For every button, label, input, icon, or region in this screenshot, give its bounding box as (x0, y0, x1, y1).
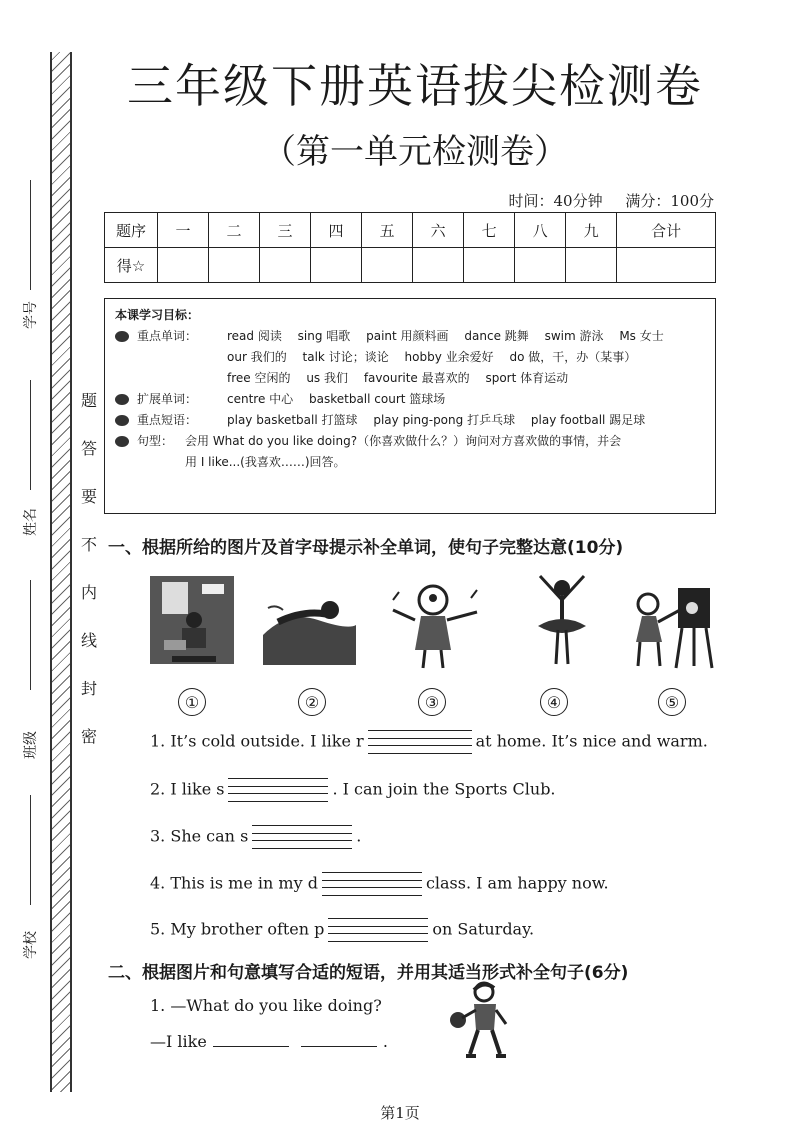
name-label: 姓名 (23, 508, 39, 536)
seal-char: 密 (80, 727, 97, 746)
phrases-label: 重点短语： (137, 413, 198, 427)
ext-words-item (115, 389, 705, 410)
bullet-icon (115, 331, 129, 342)
exam-meta (490, 190, 714, 211)
page-subtitle: （第一单元检测卷） (262, 132, 568, 172)
table-cell: 八 (515, 213, 566, 248)
goals-title: 本课学习目标： (115, 308, 200, 322)
answer-blank[interactable] (213, 1046, 289, 1047)
seal-char: 题 (80, 391, 97, 410)
word: Ms 女士 (619, 329, 664, 343)
word: us 我们 (306, 371, 348, 385)
phrase: play football 踢足球 (530, 413, 646, 427)
word: swim 游泳 (544, 329, 604, 343)
seal-hatch-strip (50, 52, 72, 1092)
ext-words-label: 扩展单词： (137, 392, 198, 406)
learning-goals-box (104, 298, 716, 514)
key-words-item (115, 326, 705, 389)
sentence-2 (150, 778, 556, 802)
exam-full-score: 满分：100分 (625, 192, 714, 210)
word: centre 中心 (227, 392, 294, 406)
word: dance 跳舞 (464, 329, 529, 343)
picture-number: ⑤ (658, 688, 686, 716)
table-cell: 合计 (617, 213, 716, 248)
sentence-text: on Saturday. (432, 919, 535, 939)
reading-picture (142, 570, 242, 670)
word: favourite 最喜欢的 (363, 371, 470, 385)
bullet-icon (115, 394, 129, 405)
page-number: 第1页 (380, 1104, 420, 1122)
answer-blank[interactable] (301, 1046, 377, 1047)
answer-blank[interactable] (252, 825, 352, 849)
sentence-text: class. I am happy now. (425, 873, 609, 893)
sentence-text: 1. It’s cold outside. I like r (150, 731, 364, 751)
phrases-item (115, 410, 705, 431)
student-no-label: 学号 (23, 301, 39, 329)
singing-picture (385, 570, 485, 670)
table-cell: 六 (413, 213, 464, 248)
seal-char: 线 (80, 631, 97, 650)
sentence-text: 3. She can s (150, 826, 249, 846)
score-cell[interactable] (515, 248, 566, 283)
word: sing 唱歌 (297, 329, 351, 343)
seal-char: 内 (80, 583, 97, 602)
picture-number: ③ (418, 688, 446, 716)
dancing-picture (512, 570, 612, 670)
section-2-heading: 二、根据图片和句意填写合适的短语，并用其适当形式补全句子(6分) (108, 963, 629, 983)
score-table-score-row (105, 248, 716, 283)
name-blank (30, 380, 31, 490)
pattern-label: 句型： (137, 434, 174, 448)
seal-char: 封 (80, 679, 97, 698)
bullet-icon (115, 436, 129, 447)
painting-picture (620, 570, 720, 670)
binding-margin (0, 0, 100, 1100)
sentence-text: 4. This is me in my d (150, 873, 318, 893)
score-cell[interactable] (260, 248, 311, 283)
pattern-item (115, 431, 705, 473)
word: free 空闲的 (227, 371, 291, 385)
section-1-heading: 一、根据所给的图片及首字母提示补全单词，使句子完整达意(10分) (108, 538, 624, 558)
period: . (382, 1032, 388, 1051)
swimming-picture (258, 570, 358, 670)
answer-blank[interactable] (322, 872, 422, 896)
word: our 我们的 (227, 350, 287, 364)
seal-char: 不 (80, 535, 97, 554)
sentence-text: 2. I like s (150, 779, 225, 799)
school-label: 学校 (23, 931, 39, 959)
word: read 阅读 (227, 329, 282, 343)
sentence-3 (150, 825, 361, 849)
word: do 做，干，办（某事） (509, 350, 637, 364)
class-blank (30, 580, 31, 690)
sentence-4 (150, 872, 609, 896)
sentence-text: 5. My brother often p (150, 919, 325, 939)
word: talk 讨论；谈论 (302, 350, 389, 364)
sentence-text: at home. It’s nice and warm. (475, 731, 708, 751)
word: hobby 业余爱好 (404, 350, 494, 364)
answer-blank[interactable] (228, 778, 328, 802)
seal-char: 要 (80, 487, 97, 506)
table-cell: 三 (260, 213, 311, 248)
basketball-player-picture (440, 980, 520, 1060)
bullet-icon (115, 415, 129, 426)
class-label: 班级 (23, 731, 39, 759)
pattern-line-2: 用 I like...(我喜欢……)回答。 (185, 455, 346, 469)
word: sport 体育运动 (485, 371, 569, 385)
sentence-text: . I can join the Sports Club. (332, 779, 556, 799)
score-cell[interactable] (158, 248, 209, 283)
sentence-1 (150, 730, 708, 754)
picture-number: ② (298, 688, 326, 716)
score-cell[interactable] (209, 248, 260, 283)
sentence-5 (150, 918, 534, 942)
q1-question: 1. —What do you like doing? (150, 996, 382, 1015)
phrase: play ping-pong 打乒乓球 (373, 413, 516, 427)
table-cell: 四 (311, 213, 362, 248)
sentence-text: . (356, 826, 362, 846)
picture-number: ① (178, 688, 206, 716)
table-cell: 二 (209, 213, 260, 248)
answer-blank[interactable] (328, 918, 428, 942)
answer-blank[interactable] (368, 730, 472, 754)
seal-char: 答 (80, 439, 97, 458)
table-cell: 得☆ (105, 248, 158, 283)
score-table-header-row (105, 213, 716, 248)
score-cell[interactable] (617, 248, 716, 283)
sentence-text: —I like (150, 1032, 207, 1051)
table-cell: 九 (566, 213, 617, 248)
exam-time: 时间：40分钟 (508, 192, 603, 210)
key-words-label: 重点单词： (137, 329, 198, 343)
table-cell: 五 (362, 213, 413, 248)
word: paint 用颜料画 (366, 329, 449, 343)
word: basketball court 篮球场 (309, 392, 446, 406)
page-title: 三年级下册英语拔尖检测卷 (127, 59, 703, 113)
table-cell: 题序 (105, 213, 158, 248)
score-table (104, 212, 716, 283)
score-cell[interactable] (311, 248, 362, 283)
score-cell[interactable] (566, 248, 617, 283)
score-cell[interactable] (413, 248, 464, 283)
q1-answer-line (150, 1032, 388, 1051)
pattern-line-1: 会用 What do you like doing?（你喜欢做什么？）询问对方喜欢做的事情，并会 (185, 434, 622, 448)
school-blank (30, 795, 31, 905)
student-no-blank (30, 180, 31, 290)
score-cell[interactable] (464, 248, 515, 283)
phrase: play basketball 打篮球 (227, 413, 358, 427)
table-cell: 一 (158, 213, 209, 248)
table-cell: 七 (464, 213, 515, 248)
score-cell[interactable] (362, 248, 413, 283)
picture-number: ④ (540, 688, 568, 716)
